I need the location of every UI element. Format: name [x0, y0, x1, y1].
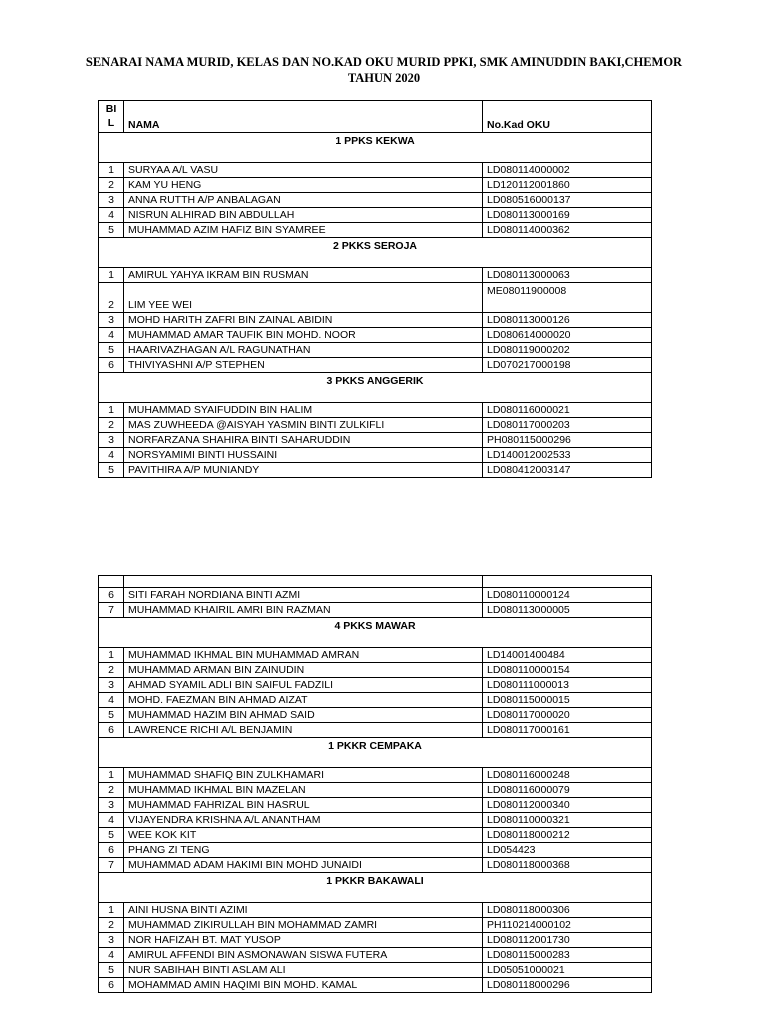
- table-row: [99, 783, 652, 798]
- oku-card-number: LD080116000248: [483, 768, 652, 783]
- oku-card-number: LD080116000079: [483, 783, 652, 798]
- table-row: [99, 828, 652, 843]
- row-number: 3: [99, 678, 124, 693]
- oku-card-number: LD120112001860: [483, 178, 652, 193]
- oku-card-number: LD080110000124: [483, 588, 652, 603]
- row-number: 4: [99, 208, 124, 223]
- student-name: MAS ZUWHEEDA @AISYAH YASMIN BINTI ZULKIFLI: [124, 418, 483, 433]
- student-name: MUHAMMAD ZIKIRULLAH BIN MOHAMMAD ZAMRI: [124, 918, 483, 933]
- student-name: NISRUN ALHIRAD BIN ABDULLAH: [124, 208, 483, 223]
- table-row: [99, 798, 652, 813]
- oku-card-number: LD080110000321: [483, 813, 652, 828]
- student-name: WEE KOK KIT: [124, 828, 483, 843]
- student-name: MUHAMMAD ARMAN BIN ZAINUDIN: [124, 663, 483, 678]
- row-number: 6: [99, 843, 124, 858]
- oku-card-number: LD080117000161: [483, 723, 652, 738]
- row-number: 5: [99, 223, 124, 238]
- row-number: 5: [99, 963, 124, 978]
- oku-card-number: LD080117000203: [483, 418, 652, 433]
- table-row: [99, 588, 652, 603]
- oku-card-number: LD080118000296: [483, 978, 652, 993]
- table-row: [99, 193, 652, 208]
- table-row: [99, 163, 652, 178]
- row-number: 4: [99, 328, 124, 343]
- table-row: [99, 663, 652, 678]
- student-name: MUHAMMAD SYAIFUDDIN BIN HALIM: [124, 403, 483, 418]
- spacer-cell: [99, 576, 124, 588]
- oku-card-number: LD080115000283: [483, 948, 652, 963]
- student-name: ANNA RUTTH A/P ANBALAGAN: [124, 193, 483, 208]
- oku-card-number: LD080113000005: [483, 603, 652, 618]
- oku-card-number: LD080111000013: [483, 678, 652, 693]
- row-number: 1: [99, 648, 124, 663]
- table-row: [99, 978, 652, 993]
- column-header-nama: NAMA: [124, 101, 483, 133]
- table-row: [99, 328, 652, 343]
- row-number: 5: [99, 343, 124, 358]
- student-name: MOHD HARITH ZAFRI BIN ZAINAL ABIDIN: [124, 313, 483, 328]
- student-name: THIVIYASHNI A/P STEPHEN: [124, 358, 483, 373]
- student-name: MUHAMMAD AMAR TAUFIK BIN MOHD. NOOR: [124, 328, 483, 343]
- table-row: [99, 843, 652, 858]
- table-row: [99, 933, 652, 948]
- row-number: 2: [99, 283, 124, 313]
- student-name: LAWRENCE RICHI A/L BENJAMIN: [124, 723, 483, 738]
- table-row: [99, 208, 652, 223]
- row-number: 6: [99, 723, 124, 738]
- row-number: 7: [99, 858, 124, 873]
- oku-card-number: LD080115000015: [483, 693, 652, 708]
- row-number: 2: [99, 918, 124, 933]
- table-row: [99, 948, 652, 963]
- oku-card-number: LD080117000020: [483, 708, 652, 723]
- student-name: MUHAMMAD KHAIRIL AMRI BIN RAZMAN: [124, 603, 483, 618]
- student-name: MUHAMMAD IKHMAL BIN MUHAMMAD AMRAN: [124, 648, 483, 663]
- oku-card-number: LD080113000063: [483, 268, 652, 283]
- table-row: [99, 343, 652, 358]
- row-number: 1: [99, 403, 124, 418]
- oku-card-number: LD080516000137: [483, 193, 652, 208]
- table-row: [99, 463, 652, 478]
- document-year: TAHUN 2020: [347, 71, 421, 85]
- oku-card-number: LD140012002533: [483, 448, 652, 463]
- section-row: [99, 873, 652, 903]
- oku-card-number: LD080112000340: [483, 798, 652, 813]
- class-section-heading: 1 PKKR CEMPAKA: [99, 738, 652, 768]
- column-header-bil: BI L: [99, 101, 124, 133]
- table-row: [99, 223, 652, 238]
- oku-card-number: PH110214000102: [483, 918, 652, 933]
- class-section-heading: 2 PKKS SEROJA: [99, 238, 652, 268]
- table-row: [99, 433, 652, 448]
- row-number: 1: [99, 768, 124, 783]
- student-name: NOR HAFIZAH BT. MAT YUSOP: [124, 933, 483, 948]
- oku-card-number: PH080115000296: [483, 433, 652, 448]
- section-row: [99, 738, 652, 768]
- student-name: SITI FARAH NORDIANA BINTI AZMI: [124, 588, 483, 603]
- table-row: [99, 448, 652, 463]
- section-row: [99, 618, 652, 648]
- oku-card-number: LD080118000306: [483, 903, 652, 918]
- row-number: 3: [99, 313, 124, 328]
- row-number: 2: [99, 178, 124, 193]
- student-name: MUHAMMAD FAHRIZAL BIN HASRUL: [124, 798, 483, 813]
- student-name: NORFARZANA SHAHIRA BINTI SAHARUDDIN: [124, 433, 483, 448]
- student-name: VIJAYENDRA KRISHNA A/L ANANTHAM: [124, 813, 483, 828]
- oku-card-number: LD054423: [483, 843, 652, 858]
- oku-card-number: LD080114000002: [483, 163, 652, 178]
- row-number: 6: [99, 978, 124, 993]
- oku-card-number: LD14001400484: [483, 648, 652, 663]
- row-number: 4: [99, 813, 124, 828]
- table-row: [99, 903, 652, 918]
- table-row: [99, 313, 652, 328]
- student-table-page2: [98, 575, 652, 993]
- student-name: MUHAMMAD IKHMAL BIN MAZELAN: [124, 783, 483, 798]
- row-number: 7: [99, 603, 124, 618]
- table-top-spacer-row: [99, 576, 652, 588]
- table-row: [99, 283, 652, 313]
- table-row: [99, 648, 652, 663]
- oku-card-number: LD080119000202: [483, 343, 652, 358]
- section-row: [99, 373, 652, 403]
- student-name: MUHAMMAD HAZIM BIN AHMAD SAID: [124, 708, 483, 723]
- student-name: MUHAMMAD SHAFIQ BIN ZULKHAMARI: [124, 768, 483, 783]
- row-number: 1: [99, 268, 124, 283]
- student-name: PHANG ZI TENG: [124, 843, 483, 858]
- row-number: 5: [99, 828, 124, 843]
- student-name: AMIRUL AFFENDI BIN ASMONAWAN SISWA FUTERA: [124, 948, 483, 963]
- student-name: NORSYAMIMI BINTI HUSSAINI: [124, 448, 483, 463]
- student-name: MUHAMMAD AZIM HAFIZ BIN SYAMREE: [124, 223, 483, 238]
- table-row: [99, 813, 652, 828]
- table-row: [99, 768, 652, 783]
- oku-card-number: LD080412003147: [483, 463, 652, 478]
- student-name: MOHAMMAD AMIN HAQIMI BIN MOHD. KAMAL: [124, 978, 483, 993]
- table-row: [99, 358, 652, 373]
- oku-card-number: LD080114000362: [483, 223, 652, 238]
- table-row: [99, 708, 652, 723]
- row-number: 5: [99, 463, 124, 478]
- column-header-kad: No.Kad OKU: [483, 101, 652, 133]
- table-row: [99, 268, 652, 283]
- student-name: AINI HUSNA BINTI AZIMI: [124, 903, 483, 918]
- section-row: [99, 238, 652, 268]
- table-header-row: [99, 101, 652, 133]
- row-number: 4: [99, 948, 124, 963]
- oku-card-number: LD080113000169: [483, 208, 652, 223]
- row-number: 6: [99, 588, 124, 603]
- oku-card-number: LD080118000212: [483, 828, 652, 843]
- row-number: 3: [99, 193, 124, 208]
- student-name: PAVITHIRA A/P MUNIANDY: [124, 463, 483, 478]
- row-number: 5: [99, 708, 124, 723]
- class-section-heading: 1 PKKR BAKAWALI: [99, 873, 652, 903]
- table-row: [99, 603, 652, 618]
- table-row: [99, 963, 652, 978]
- table-row: [99, 403, 652, 418]
- row-number: 2: [99, 418, 124, 433]
- row-number: 2: [99, 783, 124, 798]
- table-row: [99, 723, 652, 738]
- class-section-heading: 3 PKKS ANGGERIK: [99, 373, 652, 403]
- table-row: [99, 418, 652, 433]
- student-name: AHMAD SYAMIL ADLI BIN SAIFUL FADZILI: [124, 678, 483, 693]
- student-name: SURYAA A/L VASU: [124, 163, 483, 178]
- row-number: 2: [99, 663, 124, 678]
- row-number: 1: [99, 163, 124, 178]
- student-name: KAM YU HENG: [124, 178, 483, 193]
- row-number: 6: [99, 358, 124, 373]
- spacer-cell: [483, 576, 652, 588]
- student-name: LIM YEE WEI: [124, 283, 483, 313]
- document-title: SENARAI NAMA MURID, KELAS DAN NO.KAD OKU MURID PPKI, SMK AMINUDDIN BAKI,CHEMOR: [85, 55, 683, 69]
- spacer-cell: [124, 576, 483, 588]
- oku-card-number: LD05051000021: [483, 963, 652, 978]
- table-row: [99, 918, 652, 933]
- row-number: 3: [99, 933, 124, 948]
- oku-card-number: LD080614000020: [483, 328, 652, 343]
- table-row: [99, 678, 652, 693]
- oku-card-number: ME08011900008: [483, 283, 652, 313]
- row-number: 4: [99, 448, 124, 463]
- row-number: 3: [99, 798, 124, 813]
- table-row: [99, 693, 652, 708]
- oku-card-number: LD080113000126: [483, 313, 652, 328]
- section-row: [99, 133, 652, 163]
- oku-card-number: LD080112001730: [483, 933, 652, 948]
- oku-card-number: LD080118000368: [483, 858, 652, 873]
- student-name: NUR SABIHAH BINTI ASLAM ALI: [124, 963, 483, 978]
- row-number: 4: [99, 693, 124, 708]
- table-row: [99, 178, 652, 193]
- oku-card-number: LD080110000154: [483, 663, 652, 678]
- student-table-page1: [98, 100, 652, 478]
- student-name: MUHAMMAD ADAM HAKIMI BIN MOHD JUNAIDI: [124, 858, 483, 873]
- student-name: HAARIVAZHAGAN A/L RAGUNATHAN: [124, 343, 483, 358]
- oku-card-number: LD070217000198: [483, 358, 652, 373]
- oku-card-number: LD080116000021: [483, 403, 652, 418]
- class-section-heading: 1 PPKS KEKWA: [99, 133, 652, 163]
- class-section-heading: 4 PKKS MAWAR: [99, 618, 652, 648]
- row-number: 1: [99, 903, 124, 918]
- student-name: AMIRUL YAHYA IKRAM BIN RUSMAN: [124, 268, 483, 283]
- row-number: 3: [99, 433, 124, 448]
- table-row: [99, 858, 652, 873]
- student-name: MOHD. FAEZMAN BIN AHMAD AIZAT: [124, 693, 483, 708]
